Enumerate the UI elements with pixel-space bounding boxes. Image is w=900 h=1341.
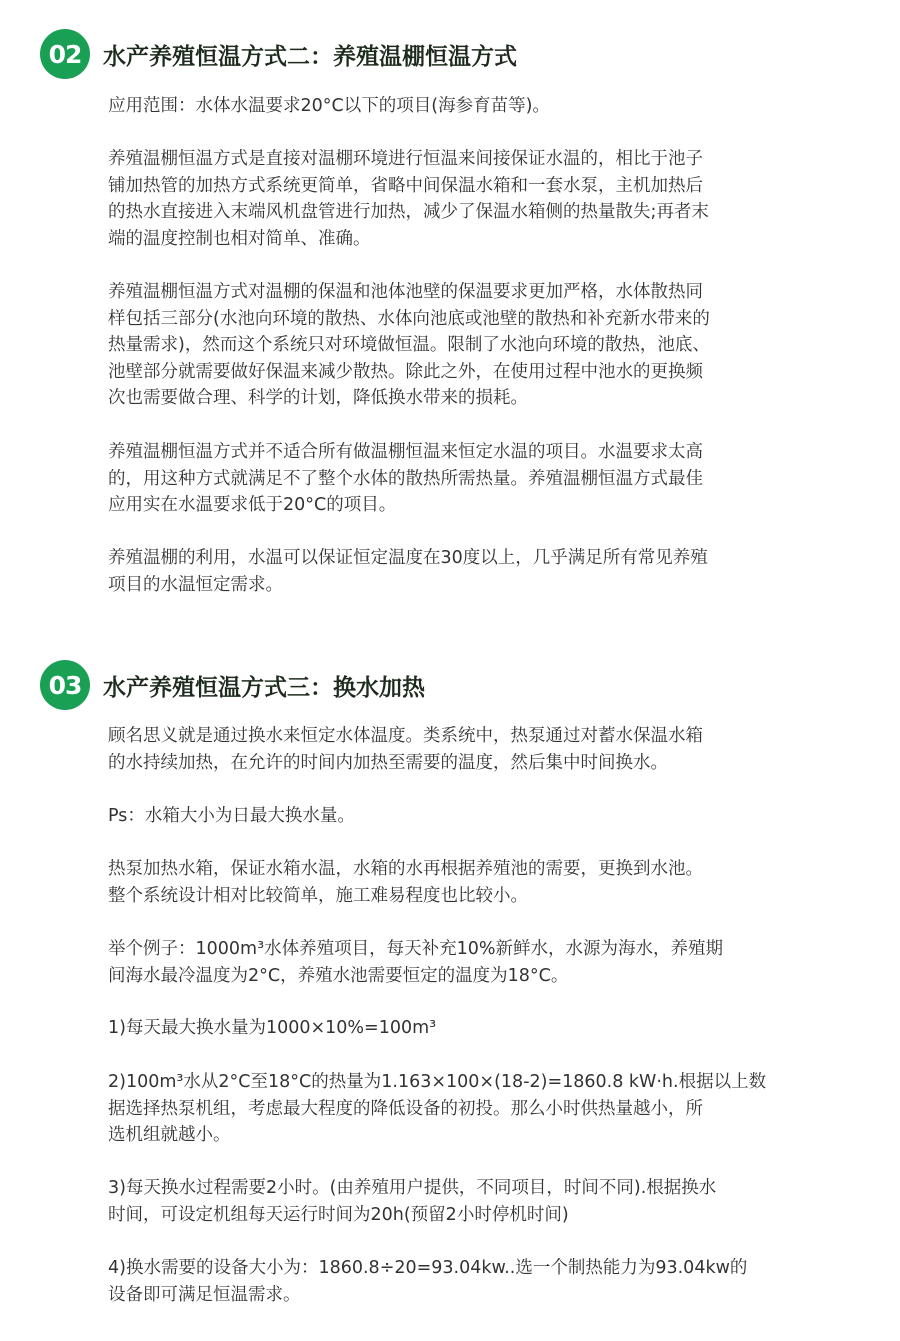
paragraph xyxy=(108,1015,828,1042)
paragraph xyxy=(108,803,828,830)
paragraph xyxy=(108,279,828,412)
section-title: 水产养殖恒温方式三：换水加热 xyxy=(103,674,425,701)
section-number-badge xyxy=(40,660,90,710)
text-line: 选机组就越小。 xyxy=(108,1125,231,1145)
text-line: 养殖温棚的利用，水温可以保证恒定温度在30度以上，几乎满足所有常见养殖 xyxy=(108,548,708,568)
section-number-badge xyxy=(40,29,90,79)
text-line: 整个系统设计相对比较简单，施工难易程度也比较小。 xyxy=(108,885,528,906)
text-line: 时间，可设定机组每天运行时间为20h(预留2小时停机时间) xyxy=(108,1204,569,1225)
paragraph xyxy=(108,936,828,989)
section-number: 02 xyxy=(48,39,82,69)
paragraph xyxy=(108,856,828,909)
paragraph xyxy=(108,93,828,120)
text-line: 铺加热管的加热方式系统更简单，省略中间保温水箱和一套水泵，主机加热后 xyxy=(108,175,703,196)
text-line: 端的温度控制也相对简单、准确。 xyxy=(108,228,371,249)
paragraph xyxy=(108,545,828,598)
text-line: 的水持续加热，在允许的时间内加热至需要的温度，然后集中时间换水。 xyxy=(108,752,668,773)
text-line: 据选择热泵机组，考虑最大程度的降低设备的初投。那么小时供热量越小，所 xyxy=(108,1098,703,1119)
text-line: 的热水直接进入末端风机盘管进行加热，减少了保温水箱侧的热量散失;再者末 xyxy=(108,202,709,222)
text-line: 的，用这种方式就满足不了整个水体的散热所需热量。养殖温棚恒温方式最佳 xyxy=(108,468,703,489)
text-line: 举个例子：1000m³水体养殖项目，每天补充10%新鲜水，水源为海水，养殖期 xyxy=(108,939,723,959)
text-line: 养殖温棚恒温方式并不适合所有做温棚恒温来恒定水温的项目。水温要求太高 xyxy=(108,442,703,462)
section-header xyxy=(40,32,517,76)
text-line: 热泵加热水箱，保证水箱水温，水箱的水再根据养殖池的需要，更换到水池。 xyxy=(108,859,703,879)
text-line: 4)换水需要的设备大小为：1860.8÷20=93.04kw..选一个制热能力为93.04kw的 xyxy=(108,1258,748,1278)
text-line: 设备即可满足恒温需求。 xyxy=(108,1284,301,1305)
text-line: 项目的水温恒定需求。 xyxy=(108,574,283,595)
text-line: 2)100m³水从2°C至18°C的热量为1.163×100×(18-2)=1860.8 kW·h.根据以上数 xyxy=(108,1072,767,1092)
paragraph xyxy=(108,439,828,519)
text-line: 顾名思义就是通过换水来恒定水体温度。类系统中，热泵通过对蓄水保温水箱 xyxy=(108,726,703,746)
paragraph xyxy=(108,146,828,252)
text-line: 3)每天换水过程需要2小时。(由养殖用户提供，不同项目，时间不同).根据换水 xyxy=(108,1178,717,1198)
section-number: 03 xyxy=(48,670,82,700)
text-line: 1)每天最大换水量为1000×10%=100m³ xyxy=(108,1018,437,1038)
text-line: 样包括三部分(水池向环境的散热、水体向池底或池壁的散热和补充新水带来的 xyxy=(108,308,710,329)
text-line: 间海水最冷温度为2°C，养殖水池需要恒定的温度为18°C。 xyxy=(108,965,569,986)
paragraph xyxy=(108,723,828,776)
text-line: 次也需要做合理、科学的计划，降低换水带来的损耗。 xyxy=(108,388,528,408)
paragraph xyxy=(108,1069,828,1149)
text-line: 热量需求)，然而这个系统只对环境做恒温。限制了水池向环境的散热，池底、 xyxy=(108,335,710,355)
paragraph xyxy=(108,1175,828,1228)
text-line: 池壁部分就需要做好保温来减少散热。除此之外，在使用过程中池水的更换频 xyxy=(108,361,703,382)
text-line: Ps：水箱大小为日最大换水量。 xyxy=(108,806,355,826)
section-title: 水产养殖恒温方式二：养殖温棚恒温方式 xyxy=(103,43,517,70)
text-line: 应用范围：水体水温要求20°C以下的项目(海参育苗等)。 xyxy=(108,96,550,116)
text-line: 养殖温棚恒温方式对温棚的保温和池体池壁的保温要求更加严格，水体散热同 xyxy=(108,282,703,302)
text-line: 养殖温棚恒温方式是直接对温棚环境进行恒温来间接保证水温的，相比于池子 xyxy=(108,149,703,169)
section-header xyxy=(40,663,425,707)
text-line: 应用实在水温要求低于20°C的项目。 xyxy=(108,495,397,515)
paragraph xyxy=(108,1255,828,1308)
